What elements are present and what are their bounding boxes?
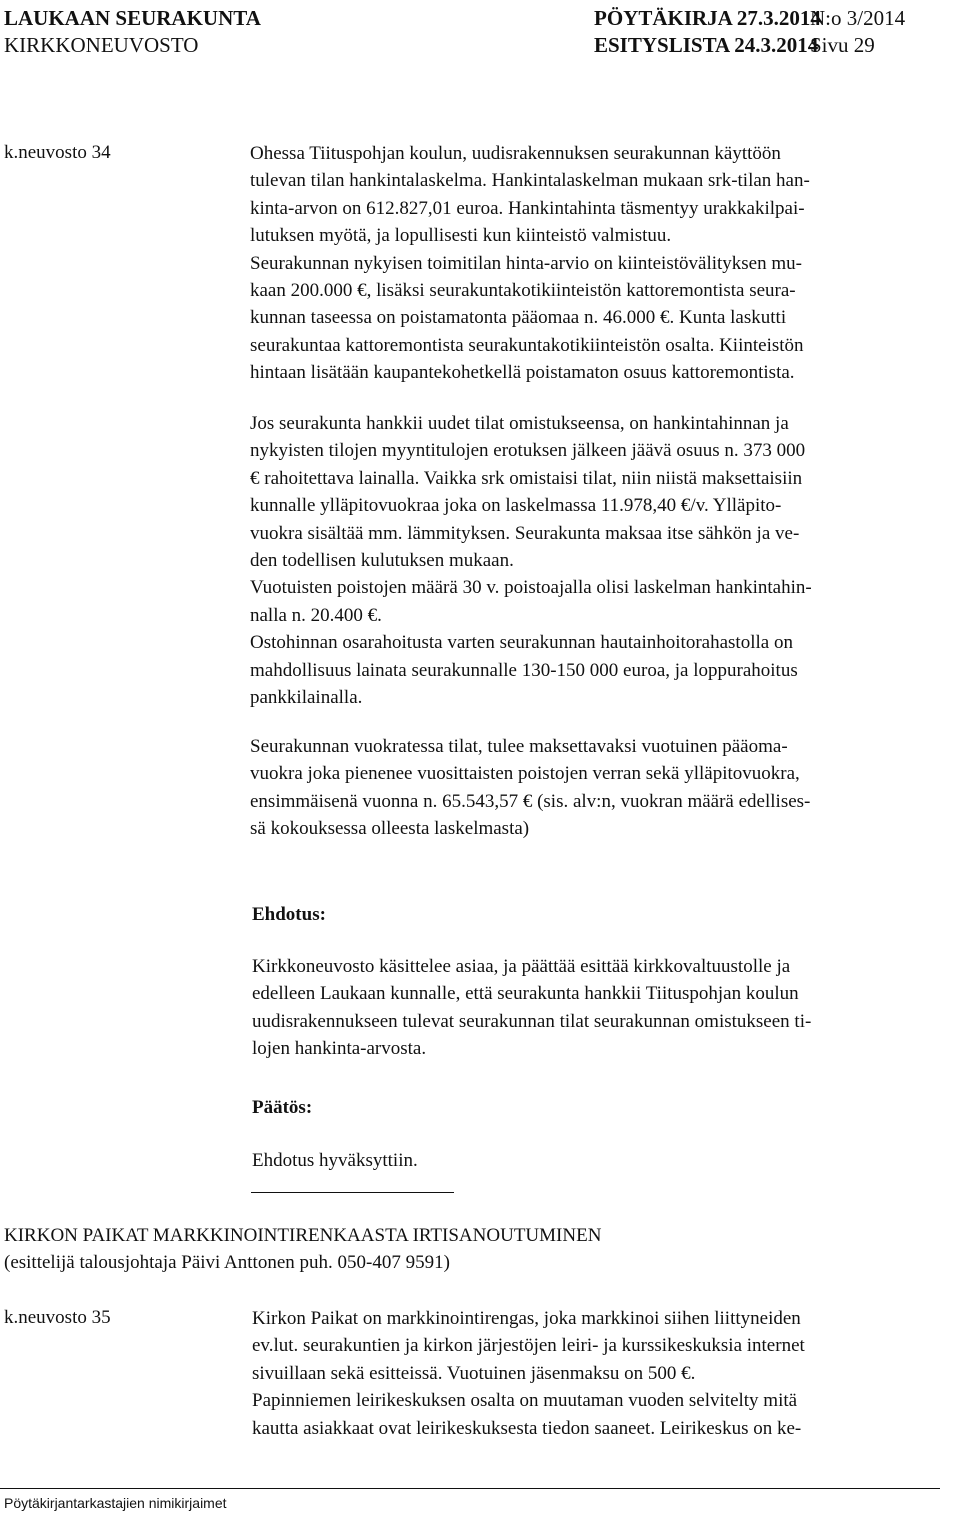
- header-minutes-date: PÖYTÄKIRJA 27.3.2014: [594, 6, 821, 30]
- text-line: vuokra sisältää mm. lämmityksen. Seurakunta maksaa itse sähkön ja ve-: [250, 522, 800, 544]
- text-line: Vuotuisten poistojen määrä 30 v. poistoajalla olisi laskelman hankintahin-: [250, 577, 812, 599]
- text-line: kunnalle ylläpitovuokraa joka on laskelmassa 11.978,40 €/v. Ylläpito-: [250, 495, 782, 517]
- text-line: Papinniemen leirikeskuksen osalta on muutaman vuoden selvitelty mitä: [252, 1390, 798, 1412]
- text-line: kunnan taseessa on poistamatonta pääomaa n. 46.000 €. Kunta laskutti: [250, 307, 787, 329]
- section-35-title: KIRKON PAIKAT MARKKINOINTIRENKAASTA IRTISANOUTUMINEN: [4, 1225, 602, 1246]
- text-line: Seurakunnan vuokratessa tilat, tulee maksettavaksi vuotuinen pääoma-: [250, 736, 788, 757]
- section-end-rule: [251, 1192, 454, 1193]
- text-line: ev.lut. seurakuntien ja kirkon järjestöjen leiri- ja kurssikeskuksia internet: [252, 1335, 805, 1357]
- header-agenda-date: ESITYSLISTA 24.3.2014: [594, 33, 819, 57]
- section-34-paragraph-3: [250, 733, 950, 843]
- decision-heading: Päätös:: [252, 1097, 313, 1118]
- text-line: Kirkon Paikat on markkinointirengas, joka markkinoi siihen liittyneiden: [252, 1308, 801, 1329]
- text-line: Ehdotus hyväksyttiin.: [252, 1150, 418, 1171]
- text-line: nykyisten tilojen myyntitulojen erotuksen jälkeen jäävä osuus n. 373 000: [250, 440, 806, 462]
- text-line: lutuksen myötä, ja lopullisesti kun kiinteistö valmistuu.: [250, 225, 672, 247]
- text-line: Jos seurakunta hankkii uudet tilat omistukseensa, on hankintahinnan ja: [250, 413, 789, 434]
- text-line: Ohessa Tiituspohjan koulun, uudisrakennuksen seurakunnan käyttöön: [250, 143, 781, 164]
- header-document-number: N:o 3/2014: [810, 6, 906, 30]
- header-page-number: Sivu 29: [810, 33, 875, 57]
- header-body: KIRKKONEUVOSTO: [4, 33, 199, 57]
- footer-signatures: Pöytäkirjantarkastajien nimikirjaimet: [4, 1495, 227, 1511]
- text-line: lojen hankinta-arvosta.: [252, 1038, 427, 1060]
- text-line: uudisrakennukseen tulevat seurakunnan tilat seurakunnan omistukseen ti-: [252, 1010, 812, 1032]
- text-line: kinta-arvon on 612.827,01 euroa. Hankintahinta täsmentyy urakkakilpai-: [250, 197, 805, 219]
- text-line: edelleen Laukaan kunnalle, että seurakunta hankkii Tiituspohjan koulun: [252, 983, 799, 1005]
- decision-text: [252, 1147, 952, 1174]
- section-35-label: k.neuvosto 35: [4, 1307, 111, 1328]
- section-34-label: k.neuvosto 34: [4, 142, 111, 163]
- text-line: kaan 200.000 €, lisäksi seurakuntakotikiinteistön kattoremontista seura-: [250, 280, 796, 302]
- text-line: sä kokouksessa olleesta laskelmasta): [250, 818, 530, 840]
- text-line: hintaan lisätään kaupantekohetkellä poistamaton osuus kattoremontista.: [250, 362, 795, 384]
- footer-rule: [0, 1488, 940, 1489]
- header-organization: LAUKAAN SEURAKUNTA: [4, 6, 261, 30]
- text-line: ensimmäisenä vuonna n. 65.543,57 € (sis. alv:n, vuokran määrä edellises-: [250, 790, 811, 812]
- text-line: tulevan tilan hankintalaskelma. Hankintalaskelman mukaan srk-tilan han-: [250, 170, 810, 192]
- section-34-paragraph-2: [250, 410, 950, 711]
- text-line: sivuillaan sekä esitteissä. Vuotuinen jäsenmaksu on 500 €.: [252, 1362, 696, 1384]
- section-35-text: [252, 1305, 952, 1442]
- section-34-paragraph-1: [250, 140, 950, 387]
- text-line: Kirkkoneuvosto käsittelee asiaa, ja päättää esittää kirkkovaltuustolle ja: [252, 956, 791, 977]
- proposal-heading: Ehdotus:: [252, 904, 326, 925]
- text-line: Seurakunnan nykyisen toimitilan hinta-arvio on kiinteistövälityksen mu-: [250, 252, 802, 274]
- text-line: seurakuntaa kattoremontista seurakuntakotikiinteistön osalta. Kiinteistön: [250, 334, 804, 356]
- text-line: Ostohinnan osarahoitusta varten seurakunnan hautainhoitorahastolla on: [250, 632, 793, 654]
- text-line: € rahoitettava lainalla. Vaikka srk omistaisi tilat, niin niistä maksettaisiin: [250, 467, 803, 489]
- proposal-text: [252, 953, 952, 1063]
- section-35-presenter: (esittelijä talousjohtaja Päivi Anttonen puh. 050-407 9591): [4, 1252, 450, 1273]
- text-line: den todellisen kulutuksen mukaan.: [250, 550, 514, 572]
- text-line: vuokra joka pienenee vuosittaisten poistojen verran sekä ylläpitovuokra,: [250, 763, 800, 785]
- text-line: kautta asiakkaat ovat leirikeskuksesta tiedon saaneet. Leirikeskus on ke-: [252, 1417, 802, 1439]
- text-line: pankkilainalla.: [250, 687, 363, 709]
- text-line: nalla n. 20.400 €.: [250, 604, 382, 626]
- text-line: mahdollisuus lainata seurakunnalle 130-150 000 euroa, ja loppurahoitus: [250, 659, 798, 681]
